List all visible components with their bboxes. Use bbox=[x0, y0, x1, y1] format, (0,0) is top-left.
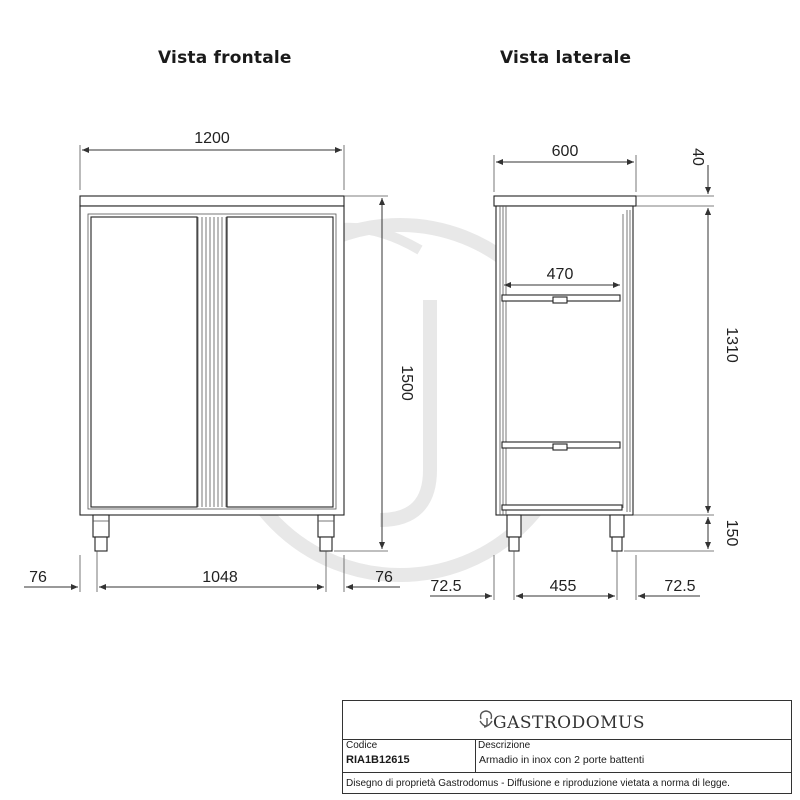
side-worktop bbox=[494, 196, 636, 206]
description-cell bbox=[475, 739, 791, 772]
title-block-logo-row bbox=[343, 701, 791, 740]
dim-front-leg-left: 76 bbox=[29, 569, 47, 586]
front-door-right bbox=[227, 217, 333, 507]
dim-front-inner-width: 1048 bbox=[202, 569, 238, 586]
front-worktop bbox=[80, 196, 344, 206]
side-view bbox=[430, 143, 740, 600]
front-leg-left bbox=[93, 515, 109, 551]
description-label: Descrizione bbox=[478, 740, 531, 751]
description-value: Armadio in inox con 2 porte battenti bbox=[479, 754, 645, 766]
side-base bbox=[502, 505, 622, 510]
dim-side-top-thickness: 40 bbox=[689, 148, 706, 166]
side-leg-back bbox=[507, 515, 521, 551]
dim-side-leg-offset-left: 72.5 bbox=[430, 578, 462, 595]
front-door-left bbox=[91, 217, 197, 507]
front-leg-right bbox=[318, 515, 334, 551]
dim-side-shelf-depth: 470 bbox=[546, 266, 574, 283]
dim-front-width: 1200 bbox=[194, 130, 230, 147]
code-cell bbox=[343, 739, 476, 772]
dim-side-leg-offset-right: 72.5 bbox=[664, 578, 696, 595]
dim-side-leg-height: 150 bbox=[723, 519, 740, 547]
brand-name: GASTRODOMUS bbox=[493, 713, 646, 733]
front-view-title: Vista frontale bbox=[158, 48, 292, 68]
front-view bbox=[24, 130, 415, 592]
side-body bbox=[496, 206, 633, 515]
side-leg-front bbox=[610, 515, 624, 551]
dim-side-depth: 600 bbox=[551, 143, 579, 160]
code-label: Codice bbox=[346, 740, 378, 751]
title-block bbox=[342, 700, 792, 794]
dim-front-leg-right: 76 bbox=[375, 569, 393, 586]
copyright-notice: Disegno di proprietà Gastrodomus - Diffusione e riproduzione vietata a norma di legge. bbox=[346, 778, 730, 789]
title-block-info-row bbox=[343, 739, 791, 773]
code-value: RIA1B12615 bbox=[346, 754, 410, 766]
dim-side-body-height: 1310 bbox=[723, 327, 740, 363]
dim-front-height: 1500 bbox=[398, 365, 415, 401]
side-view-title: Vista laterale bbox=[500, 48, 632, 68]
dim-side-leg-spacing: 455 bbox=[549, 578, 577, 595]
